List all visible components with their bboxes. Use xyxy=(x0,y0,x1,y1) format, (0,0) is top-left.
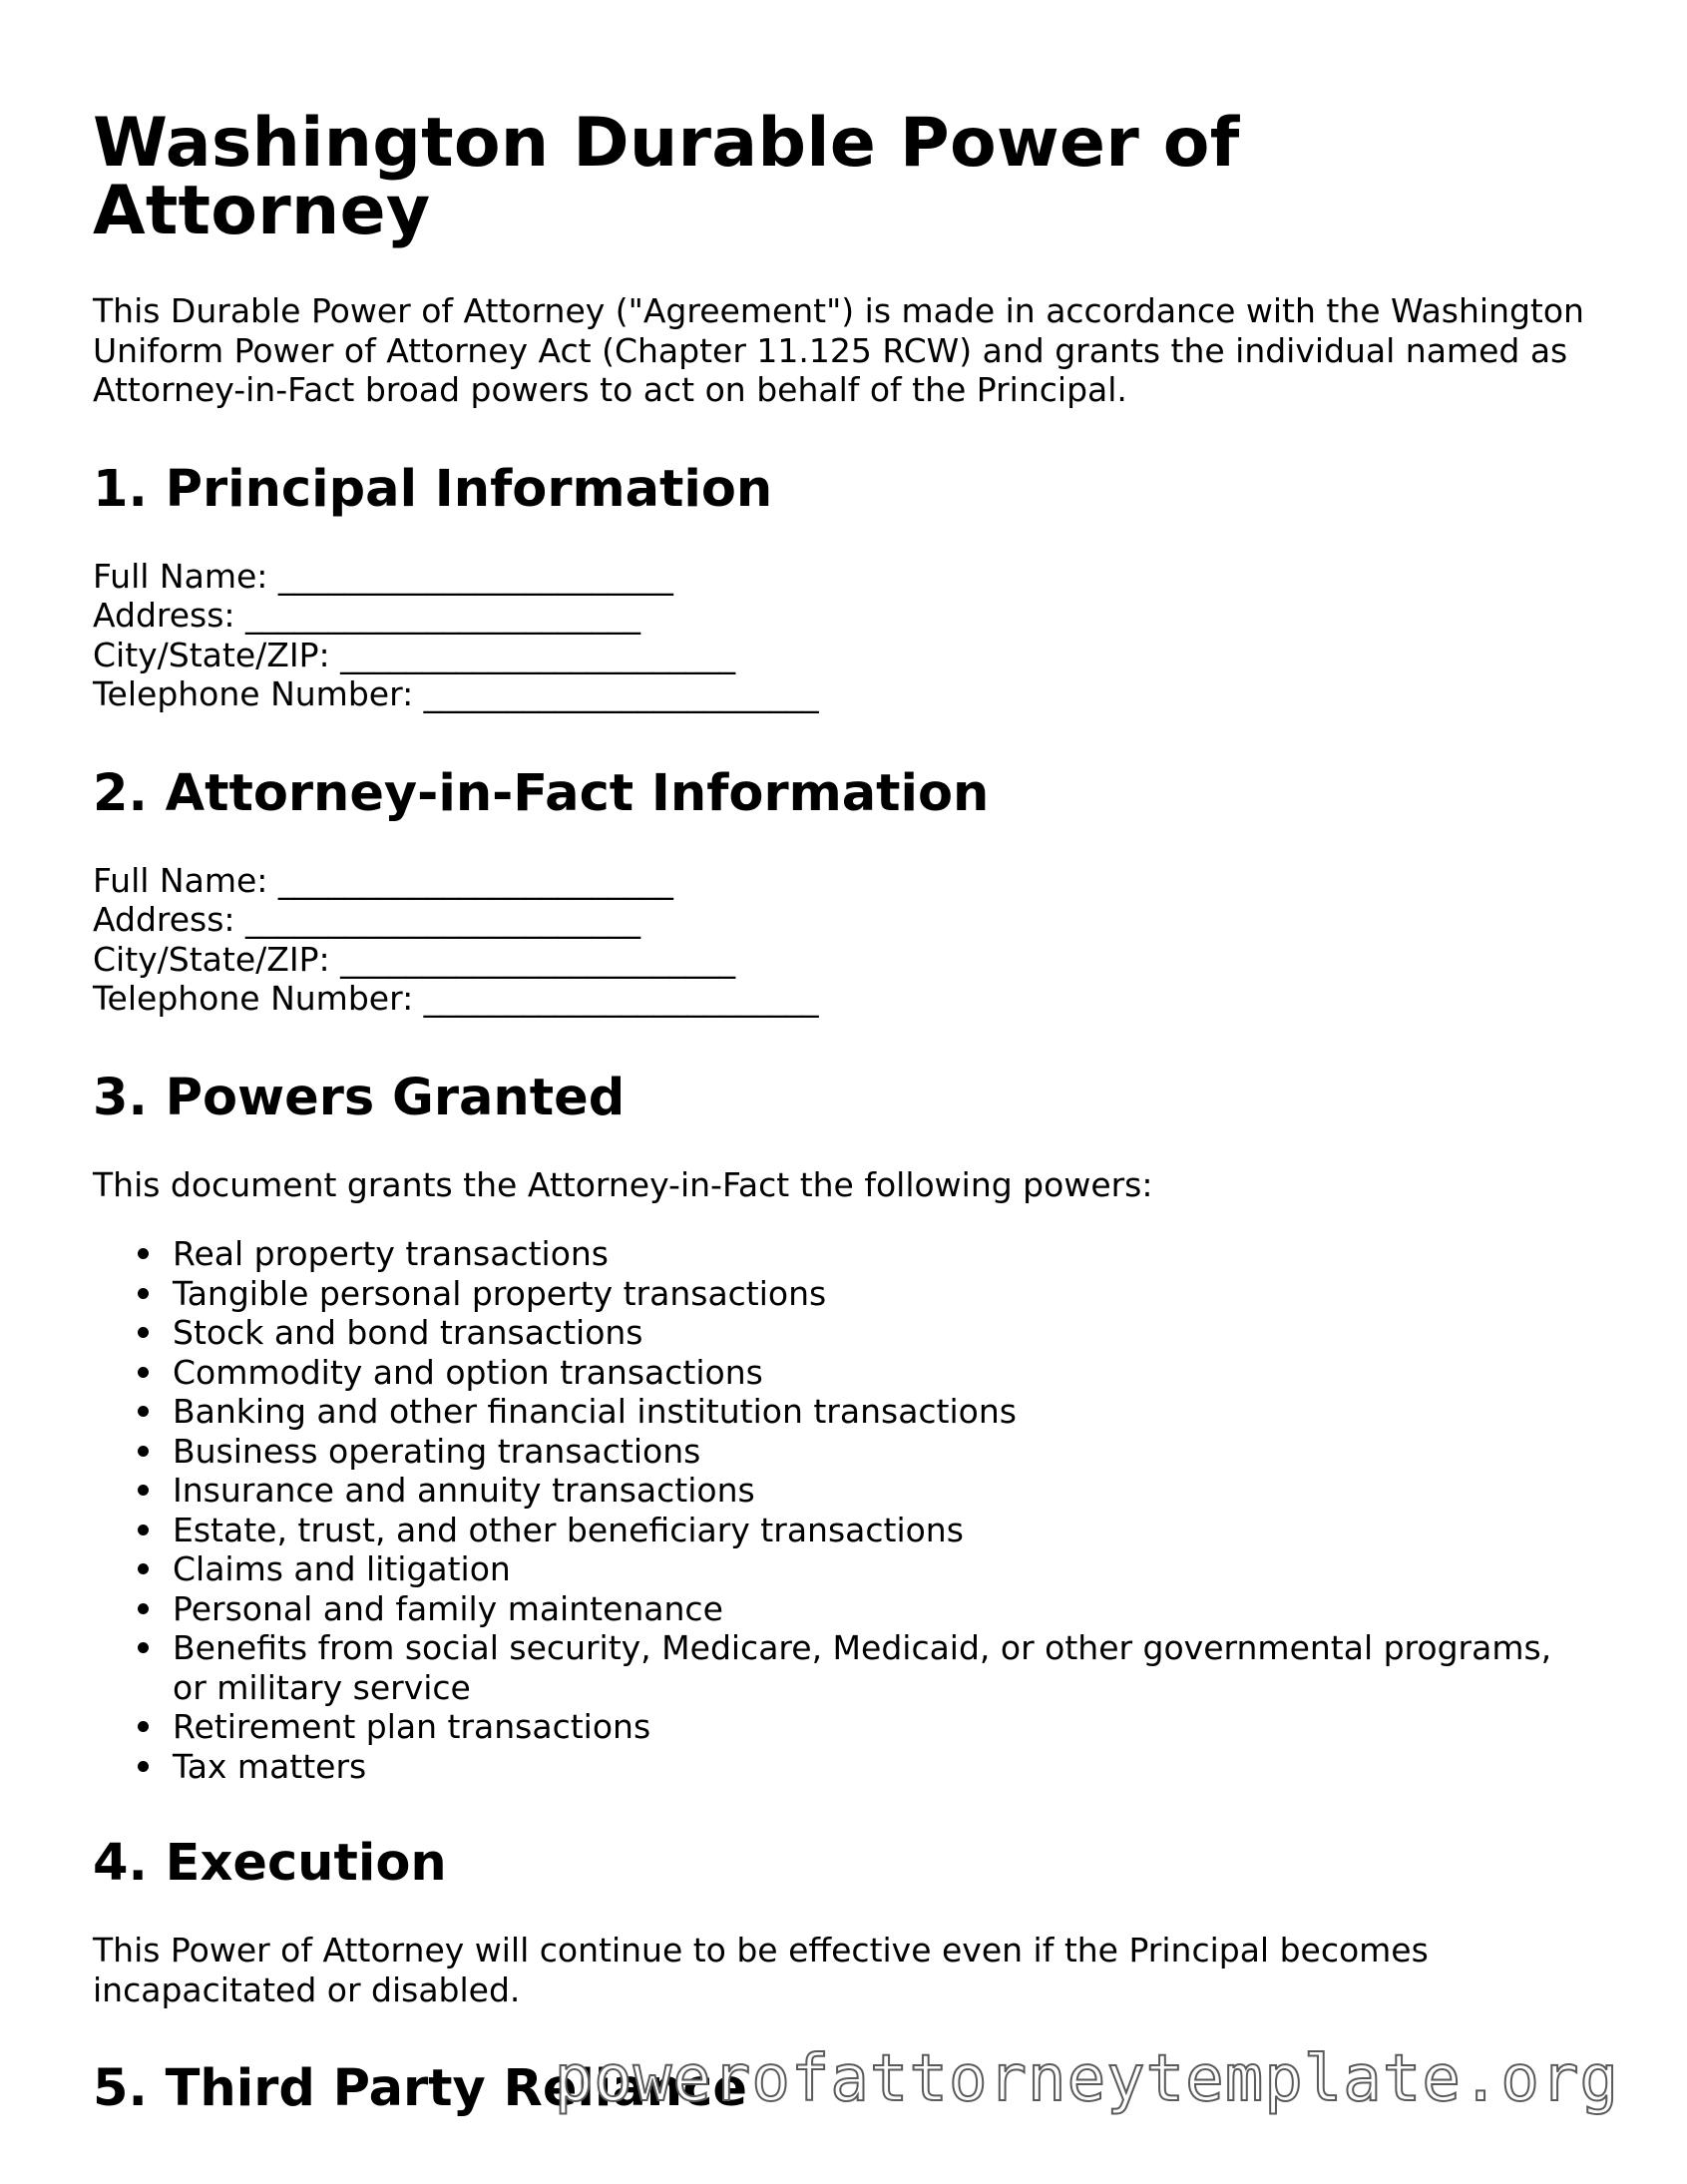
execution-paragraph: This Power of Attorney will continue to be effective even if the Principal becomes incapacitated or disabled. xyxy=(93,1931,1429,2009)
principal-address-field: Address: ________________________ xyxy=(93,596,641,635)
bullet-icon xyxy=(138,1367,149,1378)
list-item: Stock and bond transactions xyxy=(173,1313,1589,1353)
powers-heading: 3. Powers Granted xyxy=(93,1068,626,1127)
principal-telephone-field: Telephone Number: ________________________ xyxy=(93,674,819,713)
principal-fields xyxy=(93,557,1589,714)
bullet-icon xyxy=(138,1248,149,1259)
list-item: Banking and other financial institution transactions xyxy=(173,1392,1589,1432)
principal-heading: 1. Principal Information xyxy=(93,459,773,519)
watermark: powerofattorneytemplate.org xyxy=(554,2042,1619,2116)
principal-full-name-field: Full Name: ________________________ xyxy=(93,556,673,596)
bullet-icon xyxy=(138,1721,149,1732)
list-item: Tax matters xyxy=(173,1747,1589,1787)
document-page xyxy=(93,104,1589,2118)
bullet-icon xyxy=(138,1288,149,1299)
bullet-icon xyxy=(138,1525,149,1535)
attorney-heading: 2. Attorney-in-Fact Information xyxy=(93,763,990,823)
document-title: Washington Durable Power of Attorney xyxy=(93,104,1240,250)
list-item: Insurance and annuity transactions xyxy=(173,1471,1589,1511)
attorney-telephone-field: Telephone Number: ________________________ xyxy=(93,979,819,1018)
bullet-icon xyxy=(138,1406,149,1417)
powers-lead: This document grants the Attorney-in-Fact the following powers: xyxy=(93,1164,1153,1204)
list-item: Retirement plan transactions xyxy=(173,1707,1589,1747)
attorney-fields xyxy=(93,861,1589,1019)
list-item: Business operating transactions xyxy=(173,1432,1589,1472)
list-item: Commodity and option transactions xyxy=(173,1353,1589,1393)
list-item: Personal and family maintenance xyxy=(173,1589,1589,1629)
principal-city-state-zip-field: City/State/ZIP: ________________________ xyxy=(93,635,736,674)
bullet-icon xyxy=(138,1485,149,1496)
list-item: Estate, trust, and other beneficiary transactions xyxy=(173,1511,1589,1550)
bullet-icon xyxy=(138,1446,149,1457)
bullet-icon xyxy=(138,1603,149,1614)
list-item: Tangible personal property transactions xyxy=(173,1274,1589,1314)
list-item: Real property transactions xyxy=(173,1234,1589,1274)
powers-list xyxy=(93,1234,1589,1786)
list-item: Claims and litigation xyxy=(173,1549,1589,1589)
attorney-city-state-zip-field: City/State/ZIP: ________________________ xyxy=(93,939,736,979)
list-item: Benefits from social security, Medicare, Medicaid, or other governmental programs, or military service xyxy=(173,1628,1589,1707)
bullet-icon xyxy=(138,1761,149,1772)
bullet-icon xyxy=(138,1327,149,1338)
attorney-full-name-field: Full Name: ________________________ xyxy=(93,860,673,900)
bullet-icon xyxy=(138,1642,149,1653)
execution-heading: 4. Execution xyxy=(93,1834,447,1893)
bullet-icon xyxy=(138,1563,149,1574)
attorney-address-field: Address: ________________________ xyxy=(93,900,641,939)
intro-paragraph: This Durable Power of Attorney ("Agreement") is made in accordance with the Washington Uniform Power of Attorney Act (Chapter 11.125 RCW) and grants the individual named as Attorney-in-Fact broad powers to act on behalf of the Principal. xyxy=(93,291,1584,409)
third-party-heading: 5. Third Party Reliance xyxy=(93,2059,747,2118)
